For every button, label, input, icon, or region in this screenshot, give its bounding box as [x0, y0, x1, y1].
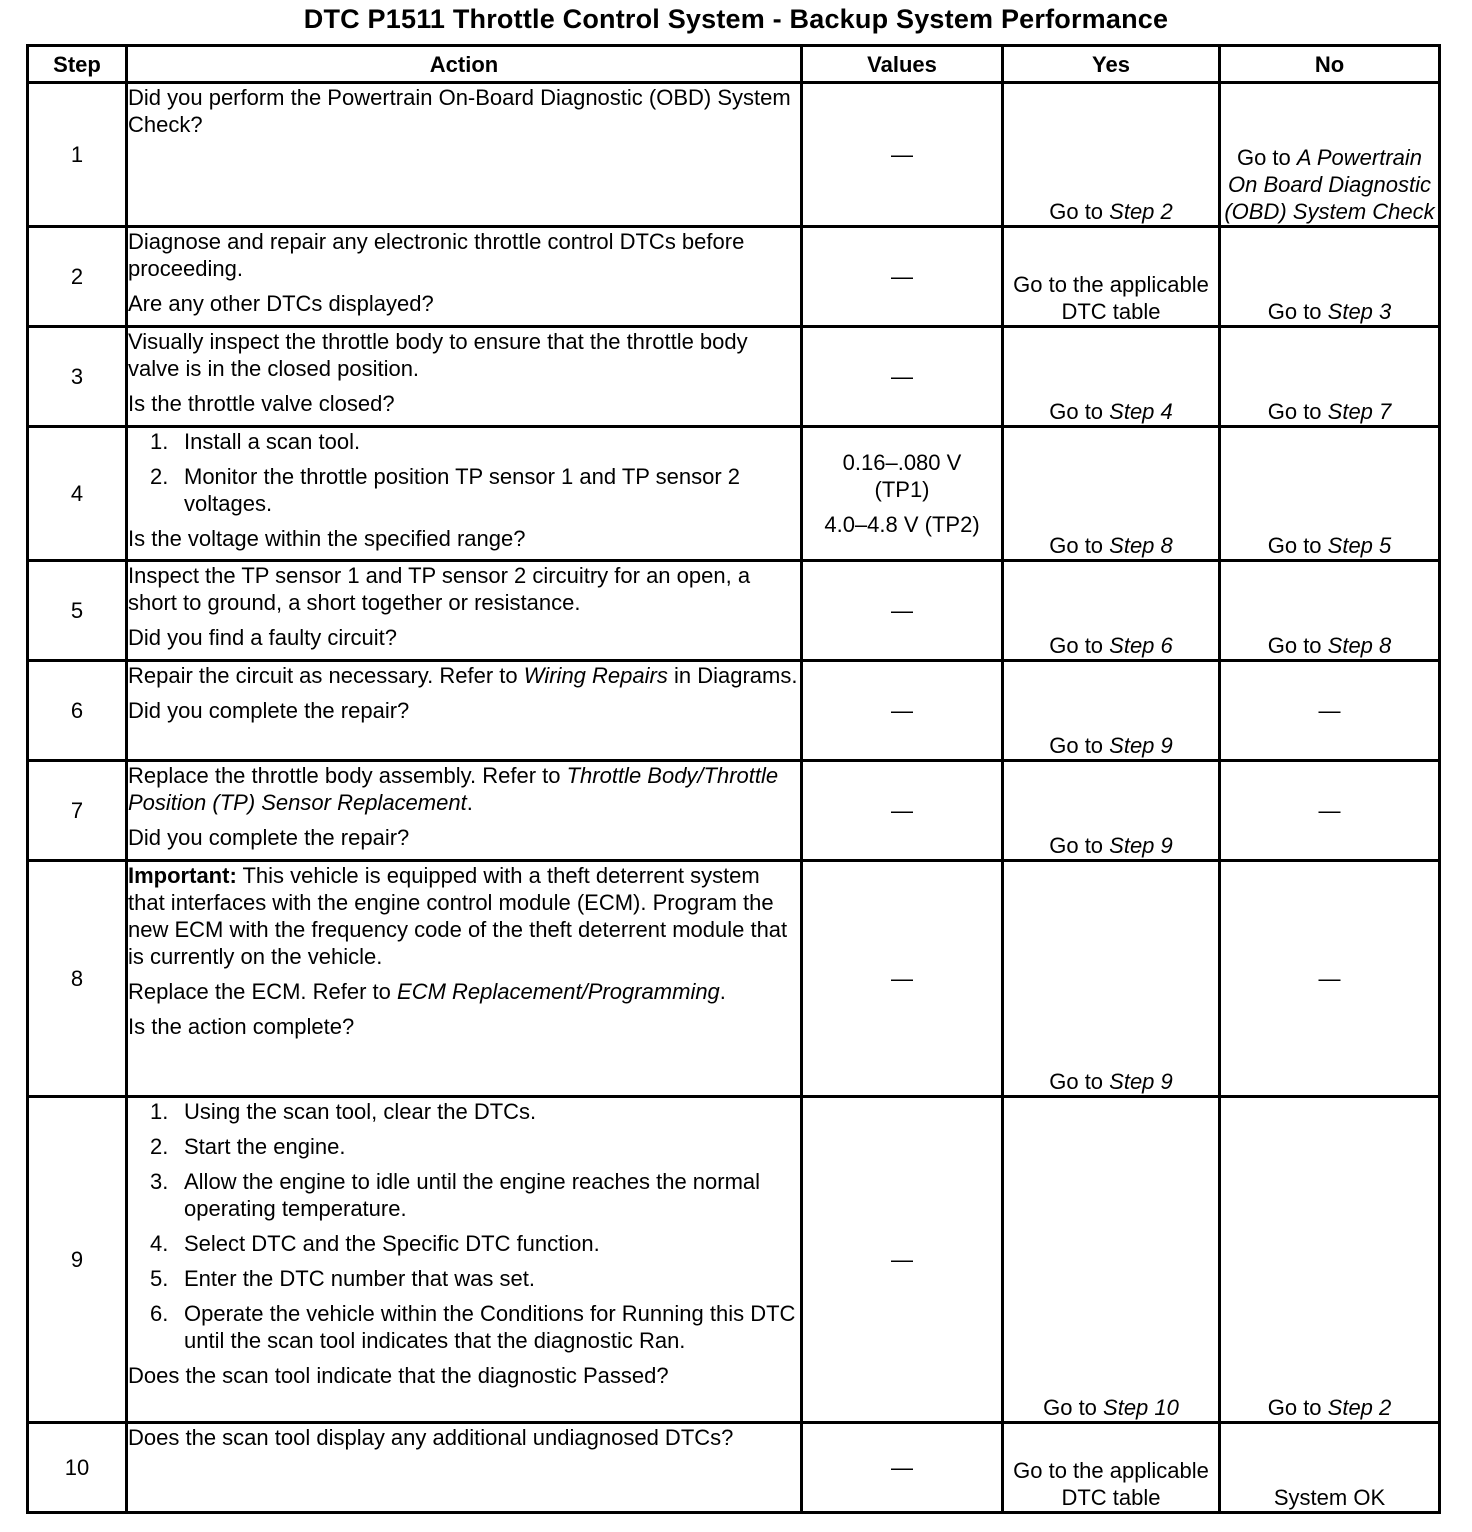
action-cell: [127, 1097, 802, 1423]
action-cell: [127, 327, 802, 427]
list-text: Monitor the throttle position TP sensor 1 and TP sensor 2 voltages.: [184, 464, 741, 516]
no-cell: [1220, 427, 1440, 561]
list-item: [128, 1230, 800, 1257]
values-cell: —: [802, 661, 1003, 761]
yes-cell: [1003, 761, 1220, 861]
no-cell: [1220, 83, 1440, 227]
page-title: DTC P1511 Throttle Control System - Backup System Performance: [303, 4, 1169, 34]
no-cell: [1220, 1097, 1440, 1423]
list-text: Using the scan tool, clear the DTCs.: [184, 1099, 537, 1124]
table-header-row: [28, 46, 1440, 83]
header-yes: Yes: [1003, 46, 1220, 83]
action-text: [128, 662, 800, 689]
list-item: [128, 463, 800, 517]
list-number: 4.: [150, 1231, 169, 1256]
header-step: Step: [28, 46, 127, 83]
no-cell: System OK: [1220, 1423, 1440, 1513]
list-text: Enter the DTC number that was set.: [184, 1266, 535, 1291]
list-number: 5.: [150, 1266, 169, 1291]
important-text: This vehicle is equipped with a theft deterrent system that interfaces with the engine control module (ECM). Program the new ECM with the frequency code of the theft deterrent module that is currently on the vehicle.: [128, 863, 788, 969]
step-number: 9: [28, 1097, 127, 1423]
action-text-part: Replace the throttle body assembly. Refer to: [128, 763, 567, 788]
table-row: [28, 227, 1440, 327]
step-number: 3: [28, 327, 127, 427]
action-cell: [127, 1423, 802, 1513]
list-item: [128, 1265, 800, 1292]
goto-prefix: Go to: [1049, 199, 1110, 224]
values-cell: —: [802, 1423, 1003, 1513]
table-row: [28, 561, 1440, 661]
header-values: Values: [802, 46, 1003, 83]
values-cell: —: [802, 327, 1003, 427]
action-cell: [127, 561, 802, 661]
yes-cell: Go to the applicable DTC table: [1003, 1423, 1220, 1513]
list-item: [128, 1133, 800, 1160]
goto-prefix: Go to: [1049, 399, 1110, 424]
list-number: 1.: [150, 429, 169, 454]
action-cell: [127, 761, 802, 861]
goto-prefix: Go to: [1236, 145, 1297, 170]
action-text: Diagnose and repair any electronic throttle control DTCs before proceeding.: [128, 229, 745, 281]
action-text: [128, 978, 800, 1005]
no-cell: [1220, 227, 1440, 327]
value-tp2: 4.0–4.8 V (TP2): [824, 512, 980, 537]
action-question: Does the scan tool indicate that the diagnostic Passed?: [128, 1363, 669, 1388]
step-link[interactable]: Step 2: [1109, 199, 1173, 224]
step-number: 4: [28, 427, 127, 561]
step-number: 6: [28, 661, 127, 761]
yes-cell: [1003, 1097, 1220, 1423]
step-link[interactable]: Step 8: [1109, 533, 1173, 558]
goto-prefix: Go to: [1049, 1069, 1110, 1094]
header-no: No: [1220, 46, 1440, 83]
step-link[interactable]: Step 9: [1109, 733, 1173, 758]
list-number: 2.: [150, 464, 169, 489]
table-row: [28, 1423, 1440, 1513]
diagnostic-table: [26, 44, 1441, 1514]
action-text-part: in Diagrams.: [667, 663, 798, 688]
step-link[interactable]: Step 2: [1327, 1395, 1392, 1420]
list-number: 3.: [150, 1169, 169, 1194]
values-cell: —: [802, 83, 1003, 227]
list-number: 6.: [150, 1301, 169, 1326]
action-question: Is the throttle valve closed?: [128, 391, 395, 416]
step-link[interactable]: Step 5: [1327, 533, 1392, 558]
action-text-part: .: [719, 979, 726, 1004]
values-cell: —: [802, 561, 1003, 661]
reference-link[interactable]: Throttle Body/Throttle Position (TP) Sensor Replacement: [128, 763, 779, 815]
step-number: 2: [28, 227, 127, 327]
list-text: Operate the vehicle within the Conditions for Running this DTC until the scan tool indicates that the diagnostic Ran.: [184, 1301, 796, 1353]
table-row: [28, 761, 1440, 861]
goto-prefix: Go to: [1267, 533, 1328, 558]
yes-cell: [1003, 861, 1220, 1097]
list-number: 1.: [150, 1099, 169, 1124]
action-text: Visually inspect the throttle body to ensure that the throttle body valve is in the closed position.: [128, 329, 748, 381]
goto-prefix: Go to: [1049, 733, 1110, 758]
yes-cell: [1003, 427, 1220, 561]
no-cell: —: [1220, 661, 1440, 761]
goto-prefix: Go to: [1267, 399, 1328, 424]
action-question: Does the scan tool display any additional undiagnosed DTCs?: [128, 1425, 734, 1450]
no-cell: [1220, 561, 1440, 661]
yes-cell: Go to the applicable DTC table: [1003, 227, 1220, 327]
yes-cell: [1003, 561, 1220, 661]
reference-link[interactable]: Wiring Repairs: [523, 663, 668, 688]
table-row: [28, 83, 1440, 227]
step-link[interactable]: Step 9: [1109, 833, 1173, 858]
list-item: [128, 428, 800, 455]
step-number: 10: [28, 1423, 127, 1513]
list-text: Select DTC and the Specific DTC function.: [184, 1231, 600, 1256]
values-cell: —: [802, 1097, 1003, 1423]
action-list: [128, 1098, 800, 1354]
values-cell: [802, 427, 1003, 561]
step-link[interactable]: Step 10: [1103, 1395, 1179, 1420]
goto-prefix: Go to: [1049, 833, 1110, 858]
goto-prefix: Go to: [1043, 1395, 1104, 1420]
no-cell: —: [1220, 761, 1440, 861]
step-link[interactable]: Step 7: [1327, 399, 1392, 424]
yes-cell: [1003, 327, 1220, 427]
table-row: [28, 327, 1440, 427]
action-text: [128, 762, 800, 816]
important-label: Important:: [128, 863, 237, 888]
list-item: [128, 1300, 800, 1354]
table-row: [28, 427, 1440, 561]
goto-prefix: Go to: [1267, 299, 1328, 324]
reference-link[interactable]: ECM Replacement/Programming: [397, 979, 720, 1004]
yes-cell: [1003, 661, 1220, 761]
step-link[interactable]: Step 8: [1327, 633, 1392, 658]
yes-cell: [1003, 83, 1220, 227]
step-link[interactable]: Step 6: [1109, 633, 1173, 658]
goto-prefix: Go to: [1267, 1395, 1328, 1420]
action-cell: [127, 861, 802, 1097]
action-cell: [127, 427, 802, 561]
table-row: [28, 1097, 1440, 1423]
list-item: [128, 1098, 800, 1125]
list-text: Allow the engine to idle until the engine reaches the normal operating temperature.: [184, 1169, 761, 1221]
procedure-link[interactable]: A Powertrain On Board Diagnostic (OBD) System Check: [1224, 145, 1435, 224]
value-tp1: 0.16–.080 V (TP1): [842, 450, 962, 502]
action-question: Did you find a faulty circuit?: [128, 625, 398, 650]
no-cell: —: [1220, 861, 1440, 1097]
action-cell: [127, 227, 802, 327]
action-question: Are any other DTCs displayed?: [128, 291, 434, 316]
action-question: Is the action complete?: [128, 1014, 355, 1039]
action-text-part: .: [466, 790, 473, 815]
table-row: [28, 661, 1440, 761]
values-cell: —: [802, 227, 1003, 327]
values-cell: —: [802, 861, 1003, 1097]
important-note: [128, 862, 800, 970]
step-link[interactable]: Step 4: [1109, 399, 1173, 424]
action-list: [128, 428, 800, 517]
action-cell: [127, 661, 802, 761]
goto-prefix: Go to: [1049, 633, 1110, 658]
table-row: [28, 861, 1440, 1097]
action-question: Did you complete the repair?: [128, 698, 410, 723]
list-number: 2.: [150, 1134, 169, 1159]
goto-prefix: Go to: [1049, 533, 1110, 558]
goto-prefix: Go to: [1267, 633, 1328, 658]
action-cell: [127, 83, 802, 227]
action-text: Did you perform the Powertrain On-Board Diagnostic (OBD) System Check?: [128, 85, 791, 137]
action-text-part: Repair the circuit as necessary. Refer to: [128, 663, 524, 688]
step-number: 7: [28, 761, 127, 861]
step-number: 5: [28, 561, 127, 661]
step-link[interactable]: Step 3: [1327, 299, 1392, 324]
step-number: 1: [28, 83, 127, 227]
action-text-part: Replace the ECM. Refer to: [128, 979, 398, 1004]
action-text: Inspect the TP sensor 1 and TP sensor 2 circuitry for an open, a short to ground, a short together or resistance.: [128, 563, 751, 615]
no-cell: [1220, 327, 1440, 427]
step-link[interactable]: Step 9: [1109, 1069, 1173, 1094]
list-item: [128, 1168, 800, 1222]
list-text: Start the engine.: [184, 1134, 346, 1159]
action-question: Did you complete the repair?: [128, 825, 410, 850]
header-action: Action: [127, 46, 802, 83]
list-text: Install a scan tool.: [184, 429, 361, 454]
values-cell: —: [802, 761, 1003, 861]
step-number: 8: [28, 861, 127, 1097]
action-question: Is the voltage within the specified range?: [128, 526, 526, 551]
